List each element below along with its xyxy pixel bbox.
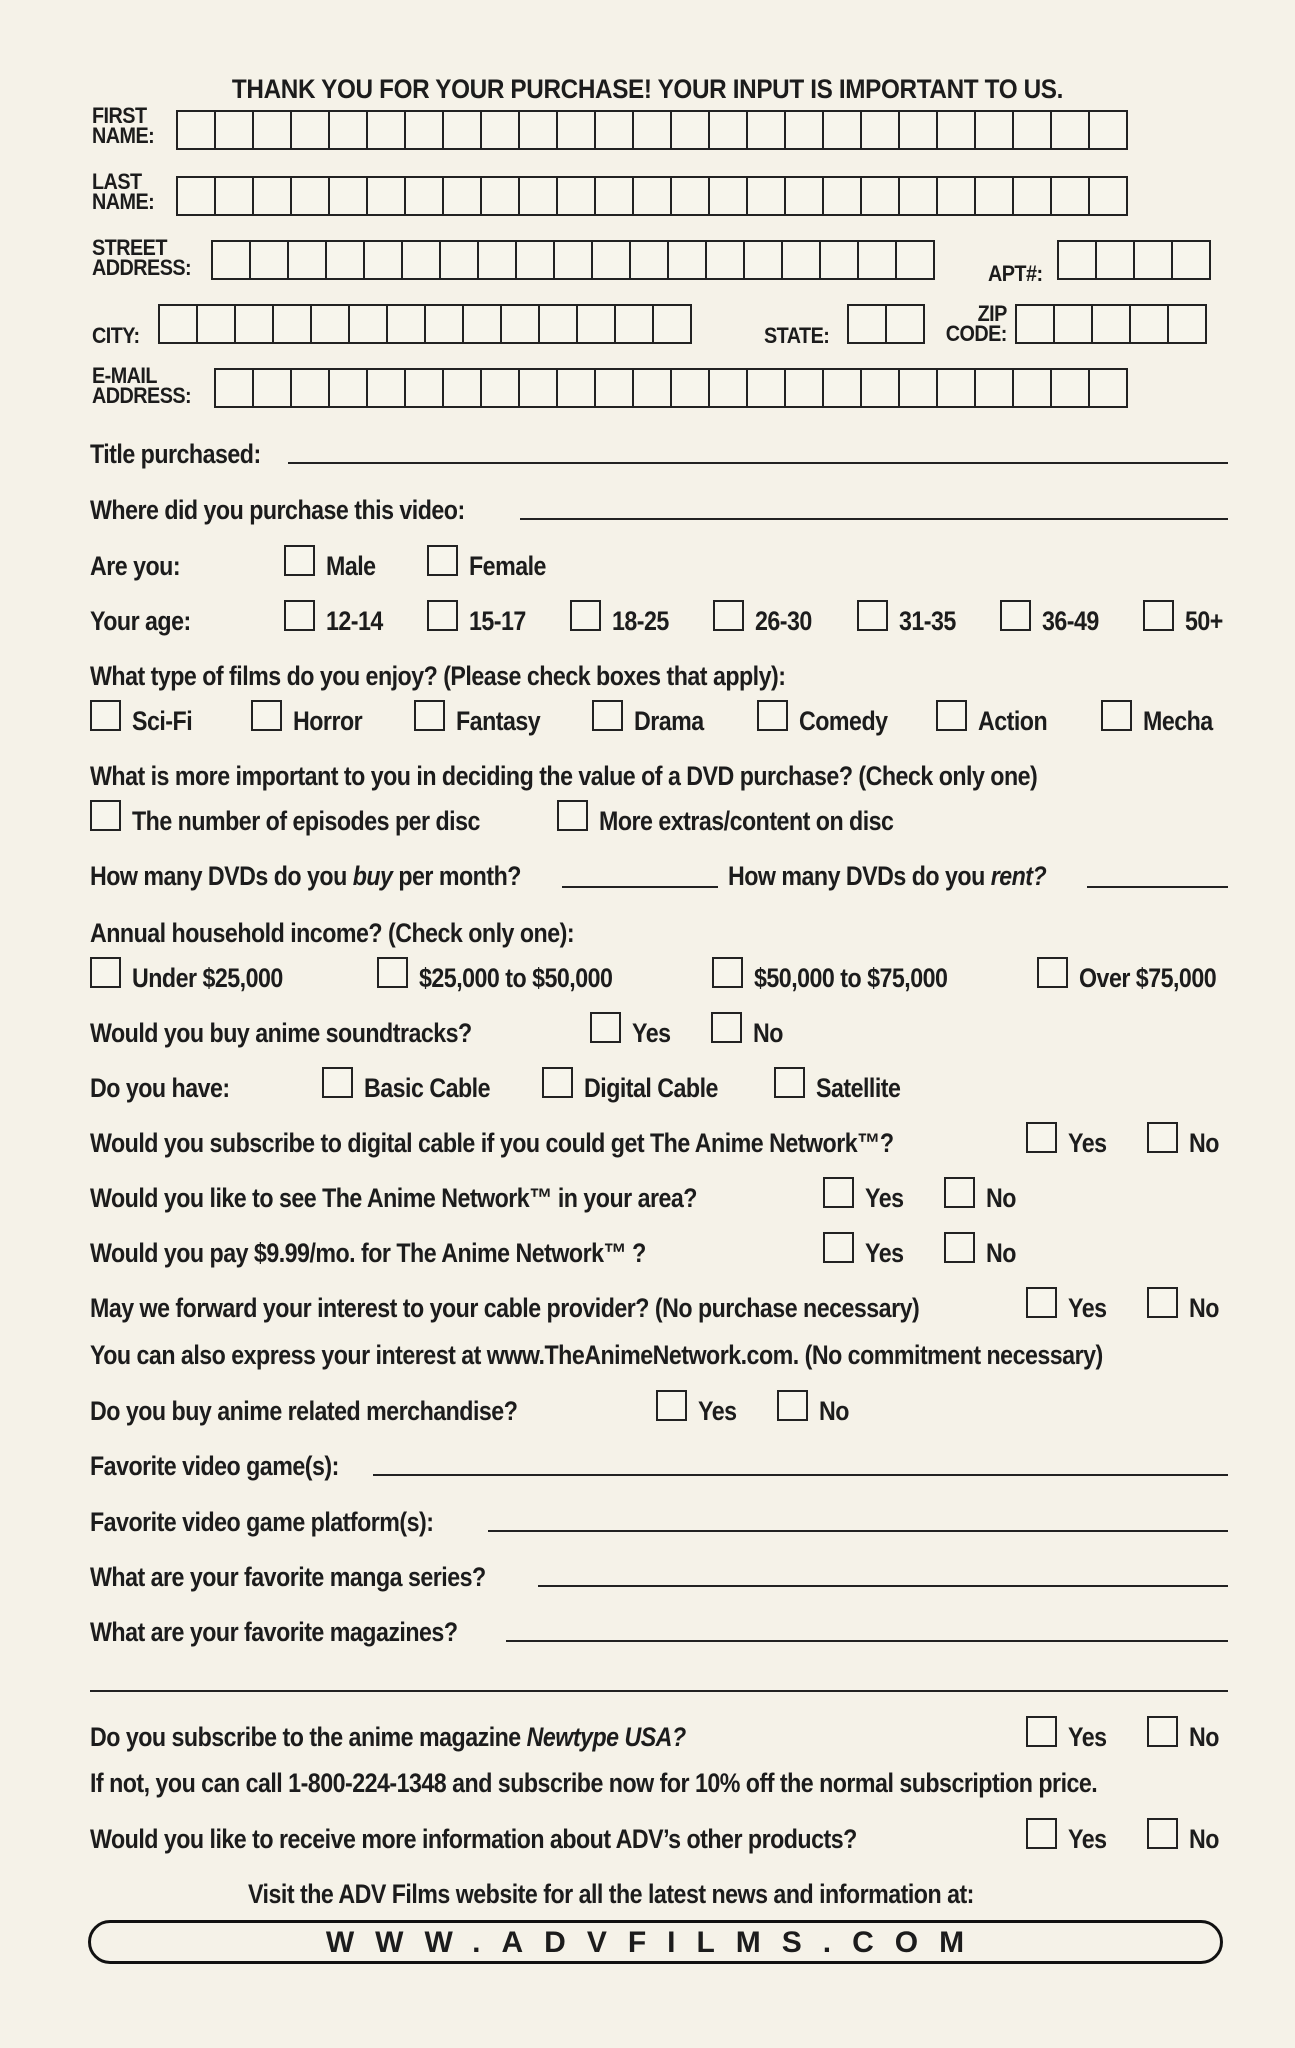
age-option-label: 36-49 bbox=[1042, 606, 1099, 636]
letter-box[interactable] bbox=[746, 110, 786, 150]
newtype-question bbox=[90, 1721, 686, 1753]
dvd-value-option-label: More extras/content on disc bbox=[599, 806, 894, 836]
income-under-25k-checkbox[interactable] bbox=[90, 957, 121, 988]
female-label: Female bbox=[469, 551, 546, 581]
letter-box[interactable] bbox=[708, 368, 748, 408]
letter-box[interactable] bbox=[667, 240, 707, 280]
newtype-no-checkbox[interactable] bbox=[1147, 1716, 1178, 1747]
street-address-label: STREET ADDRESS: bbox=[92, 235, 192, 280]
age-12-14-checkbox[interactable] bbox=[284, 600, 315, 631]
income-option-label: $25,000 to $50,000 bbox=[419, 963, 613, 993]
pay-network-question: Would you pay $9.99/mo. for The Anime Network™ ? bbox=[90, 1238, 646, 1268]
digital-cable-checkbox[interactable] bbox=[542, 1067, 573, 1098]
age-label: Your age: bbox=[90, 606, 191, 636]
letter-box[interactable] bbox=[211, 240, 251, 280]
fantasy-checkbox[interactable] bbox=[414, 700, 445, 731]
letter-box[interactable] bbox=[328, 368, 368, 408]
letter-box[interactable] bbox=[708, 110, 748, 150]
soundtracks-question: Would you buy anime soundtracks? bbox=[90, 1018, 472, 1048]
income-25-50k-checkbox[interactable] bbox=[377, 957, 408, 988]
letter-box[interactable] bbox=[518, 110, 558, 150]
no-label: No bbox=[1189, 1824, 1219, 1854]
drama-checkbox[interactable] bbox=[592, 700, 623, 731]
letter-box[interactable] bbox=[822, 110, 862, 150]
dvd-buy-prefix: How many DVDs do you bbox=[90, 861, 347, 891]
are-you-label: Are you: bbox=[90, 551, 181, 581]
letter-box[interactable] bbox=[895, 240, 935, 280]
action-checkbox[interactable] bbox=[936, 700, 967, 731]
no-label: No bbox=[1189, 1128, 1219, 1158]
film-option-label: Sci-Fi bbox=[132, 706, 193, 736]
letter-box[interactable] bbox=[158, 304, 198, 344]
letter-box[interactable] bbox=[480, 110, 520, 150]
letter-box[interactable] bbox=[404, 176, 444, 216]
letter-box[interactable] bbox=[594, 368, 634, 408]
letter-box[interactable] bbox=[705, 240, 745, 280]
letter-box[interactable] bbox=[442, 368, 482, 408]
dvd-value-question: What is more important to you in deciding the value of a DVD purchase? (Check only one) bbox=[90, 761, 1038, 791]
letter-box[interactable] bbox=[1088, 368, 1128, 408]
age-option-label: 31-35 bbox=[899, 606, 956, 636]
title-purchased-label: Title purchased: bbox=[90, 439, 261, 469]
letter-box[interactable] bbox=[652, 304, 692, 344]
newtype-offer-note: If not, you can call 1-800-224-1348 and subscribe now for 10% off the normal subscription price. bbox=[90, 1768, 1098, 1798]
satellite-checkbox[interactable] bbox=[774, 1067, 805, 1098]
letter-box[interactable] bbox=[328, 110, 368, 150]
episodes-checkbox[interactable] bbox=[90, 800, 121, 831]
no-label: No bbox=[986, 1238, 1016, 1268]
income-option-label: Over $75,000 bbox=[1079, 963, 1217, 993]
no-label: No bbox=[1189, 1293, 1219, 1323]
yes-label: Yes bbox=[1068, 1128, 1107, 1158]
letter-box[interactable] bbox=[974, 176, 1014, 216]
letter-box[interactable] bbox=[401, 240, 441, 280]
letter-box[interactable] bbox=[885, 304, 925, 344]
letter-box[interactable] bbox=[1095, 240, 1135, 280]
letter-box[interactable] bbox=[822, 368, 862, 408]
city-label: CITY: bbox=[92, 323, 140, 348]
letter-box[interactable] bbox=[214, 110, 254, 150]
no-label: No bbox=[1189, 1722, 1219, 1752]
letter-box[interactable] bbox=[252, 176, 292, 216]
fav-manga-line[interactable] bbox=[538, 1585, 1228, 1587]
letter-box[interactable] bbox=[784, 110, 824, 150]
see-network-no-checkbox[interactable] bbox=[944, 1177, 975, 1208]
cable-option-label: Basic Cable bbox=[364, 1073, 490, 1103]
letter-box[interactable] bbox=[556, 368, 596, 408]
letter-box[interactable] bbox=[518, 368, 558, 408]
apt-boxes[interactable] bbox=[1059, 240, 1211, 280]
age-option-label: 12-14 bbox=[326, 606, 383, 636]
letter-box[interactable] bbox=[234, 304, 274, 344]
income-option-label: Under $25,000 bbox=[132, 963, 283, 993]
letter-box[interactable] bbox=[1167, 304, 1207, 344]
letter-box[interactable] bbox=[936, 110, 976, 150]
letter-box[interactable] bbox=[1050, 176, 1090, 216]
letter-box[interactable] bbox=[781, 240, 821, 280]
pay-network-no-checkbox[interactable] bbox=[944, 1232, 975, 1263]
letter-box[interactable] bbox=[1129, 304, 1169, 344]
visit-website-note: Visit the ADV Films website for all the latest news and information at: bbox=[248, 1879, 974, 1909]
yes-label: Yes bbox=[698, 1396, 737, 1426]
age-option-label: 26-30 bbox=[755, 606, 812, 636]
income-over-75k-checkbox[interactable] bbox=[1037, 957, 1068, 988]
city-boxes[interactable] bbox=[160, 304, 692, 344]
letter-box[interactable] bbox=[594, 176, 634, 216]
letter-box[interactable] bbox=[784, 368, 824, 408]
yes-label: Yes bbox=[865, 1238, 904, 1268]
male-checkbox[interactable] bbox=[284, 545, 315, 576]
letter-box[interactable] bbox=[670, 176, 710, 216]
letter-box[interactable] bbox=[898, 368, 938, 408]
film-option-label: Mecha bbox=[1143, 706, 1213, 736]
letter-box[interactable] bbox=[556, 110, 596, 150]
merchandise-no-checkbox[interactable] bbox=[777, 1390, 808, 1421]
age-15-17-checkbox[interactable] bbox=[427, 600, 458, 631]
letter-box[interactable] bbox=[310, 304, 350, 344]
last-name-label: LAST NAME: bbox=[92, 169, 155, 214]
dvd-buy-question bbox=[90, 860, 521, 892]
dvd-value-option-label: The number of episodes per disc bbox=[132, 806, 480, 836]
yes-label: Yes bbox=[1068, 1293, 1107, 1323]
letter-box[interactable] bbox=[936, 368, 976, 408]
website-url[interactable]: WWW.ADVFILMS.COM bbox=[88, 1920, 1223, 1964]
comedy-checkbox[interactable] bbox=[757, 700, 788, 731]
extra-write-line[interactable] bbox=[90, 1690, 1228, 1692]
letter-box[interactable] bbox=[290, 110, 330, 150]
letter-box[interactable] bbox=[214, 368, 254, 408]
dvd-rent-prefix: How many DVDs do you bbox=[728, 861, 985, 891]
zip-boxes[interactable] bbox=[1017, 304, 1207, 344]
film-types-question: What type of films do you enjoy? (Please check boxes that apply): bbox=[90, 661, 786, 691]
state-boxes[interactable] bbox=[849, 304, 925, 344]
letter-box[interactable] bbox=[898, 110, 938, 150]
letter-box[interactable] bbox=[176, 110, 216, 150]
title-purchased-line[interactable] bbox=[288, 462, 1228, 464]
letter-box[interactable] bbox=[1133, 240, 1173, 280]
age-26-30-checkbox[interactable] bbox=[713, 600, 744, 631]
letter-box[interactable] bbox=[670, 110, 710, 150]
letter-box[interactable] bbox=[708, 176, 748, 216]
letter-box[interactable] bbox=[743, 240, 783, 280]
income-option-label: $50,000 to $75,000 bbox=[754, 963, 948, 993]
merchandise-yes-checkbox[interactable] bbox=[656, 1390, 687, 1421]
adv-info-question: Would you like to receive more information about ADV’s other products? bbox=[90, 1824, 857, 1854]
letter-box[interactable] bbox=[784, 176, 824, 216]
street-address-boxes[interactable] bbox=[213, 240, 935, 280]
forward-interest-no-checkbox[interactable] bbox=[1147, 1287, 1178, 1318]
form-header: THANK YOU FOR YOUR PURCHASE! YOUR INPUT IS IMPORTANT TO US. bbox=[231, 74, 1064, 104]
age-option-label: 15-17 bbox=[469, 606, 526, 636]
soundtracks-no-checkbox[interactable] bbox=[711, 1012, 742, 1043]
forward-interest-question: May we forward your interest to your cable provider? (No purchase necessary) bbox=[90, 1293, 920, 1323]
dvd-rent-line[interactable] bbox=[1087, 886, 1228, 888]
letter-box[interactable] bbox=[1050, 110, 1090, 150]
subscribe-digital-yes-checkbox[interactable] bbox=[1026, 1122, 1057, 1153]
adv-info-no-checkbox[interactable] bbox=[1147, 1818, 1178, 1849]
letter-box[interactable] bbox=[819, 240, 859, 280]
male-label: Male bbox=[326, 551, 376, 581]
letter-box[interactable] bbox=[404, 110, 444, 150]
express-interest-note: You can also express your interest at www.TheAnimeNetwork.com. (No commitment necessary) bbox=[90, 1340, 1103, 1370]
yes-label: Yes bbox=[1068, 1824, 1107, 1854]
letter-box[interactable] bbox=[847, 304, 887, 344]
dvd-buy-line[interactable] bbox=[562, 886, 718, 888]
yes-label: Yes bbox=[865, 1183, 904, 1213]
letter-box[interactable] bbox=[252, 110, 292, 150]
letter-box[interactable] bbox=[500, 304, 540, 344]
yes-label: Yes bbox=[1068, 1722, 1107, 1752]
zip-label: ZIP CODE: bbox=[945, 301, 1007, 346]
letter-box[interactable] bbox=[363, 240, 403, 280]
letter-box[interactable] bbox=[860, 368, 900, 408]
letter-box[interactable] bbox=[287, 240, 327, 280]
dvd-rent-question bbox=[728, 860, 1046, 892]
mecha-checkbox[interactable] bbox=[1101, 700, 1132, 731]
fav-game-label: Favorite video game(s): bbox=[90, 1451, 339, 1481]
letter-box[interactable] bbox=[632, 110, 672, 150]
pay-network-yes-checkbox[interactable] bbox=[823, 1232, 854, 1263]
letter-box[interactable] bbox=[857, 240, 897, 280]
subscribe-digital-question: Would you subscribe to digital cable if you could get The Anime Network™? bbox=[90, 1128, 894, 1158]
letter-box[interactable] bbox=[1012, 368, 1052, 408]
fav-platform-label: Favorite video game platform(s): bbox=[90, 1507, 434, 1537]
subscribe-digital-no-checkbox[interactable] bbox=[1147, 1122, 1178, 1153]
newtype-yes-checkbox[interactable] bbox=[1026, 1716, 1057, 1747]
letter-box[interactable] bbox=[442, 110, 482, 150]
email-label: E-MAIL ADDRESS: bbox=[92, 363, 192, 408]
age-36-49-checkbox[interactable] bbox=[1000, 600, 1031, 631]
letter-box[interactable] bbox=[556, 176, 596, 216]
letter-box[interactable] bbox=[576, 304, 616, 344]
letter-box[interactable] bbox=[272, 304, 312, 344]
letter-box[interactable] bbox=[822, 176, 862, 216]
horror-checkbox[interactable] bbox=[251, 700, 282, 731]
newtype-prefix: Do you subscribe to the anime magazine bbox=[90, 1722, 521, 1752]
yes-label: Yes bbox=[632, 1018, 671, 1048]
letter-box[interactable] bbox=[1053, 304, 1093, 344]
merchandise-question: Do you buy anime related merchandise? bbox=[90, 1396, 518, 1426]
letter-box[interactable] bbox=[439, 240, 479, 280]
see-network-yes-checkbox[interactable] bbox=[823, 1177, 854, 1208]
letter-box[interactable] bbox=[974, 368, 1014, 408]
letter-box[interactable] bbox=[1171, 240, 1211, 280]
last-name-boxes[interactable] bbox=[178, 176, 1128, 216]
letter-box[interactable] bbox=[860, 176, 900, 216]
letter-box[interactable] bbox=[1091, 304, 1131, 344]
film-option-label: Action bbox=[978, 706, 1048, 736]
letter-box[interactable] bbox=[214, 176, 254, 216]
film-option-label: Horror bbox=[293, 706, 363, 736]
letter-box[interactable] bbox=[480, 176, 520, 216]
email-boxes[interactable] bbox=[216, 368, 1128, 408]
cable-option-label: Digital Cable bbox=[584, 1073, 718, 1103]
see-network-question: Would you like to see The Anime Network™ in your area? bbox=[90, 1183, 697, 1213]
letter-box[interactable] bbox=[974, 110, 1014, 150]
letter-box[interactable] bbox=[348, 304, 388, 344]
do-you-have-question: Do you have: bbox=[90, 1073, 230, 1103]
letter-box[interactable] bbox=[670, 368, 710, 408]
newtype-emphasis: Newtype USA? bbox=[526, 1722, 686, 1752]
soundtracks-yes-checkbox[interactable] bbox=[590, 1012, 621, 1043]
letter-box[interactable] bbox=[515, 240, 555, 280]
female-checkbox[interactable] bbox=[427, 545, 458, 576]
letter-box[interactable] bbox=[249, 240, 289, 280]
age-18-25-checkbox[interactable] bbox=[570, 600, 601, 631]
fav-platform-line[interactable] bbox=[488, 1530, 1228, 1532]
fav-manga-label: What are your favorite manga series? bbox=[90, 1562, 486, 1592]
letter-box[interactable] bbox=[594, 110, 634, 150]
fav-game-line[interactable] bbox=[373, 1474, 1228, 1476]
forward-interest-yes-checkbox[interactable] bbox=[1026, 1287, 1057, 1318]
where-purchase-label: Where did you purchase this video: bbox=[90, 495, 465, 525]
letter-box[interactable] bbox=[477, 240, 517, 280]
letter-box[interactable] bbox=[936, 176, 976, 216]
letter-box[interactable] bbox=[366, 110, 406, 150]
letter-box[interactable] bbox=[404, 368, 444, 408]
extras-checkbox[interactable] bbox=[557, 800, 588, 831]
where-purchase-line[interactable] bbox=[520, 518, 1228, 520]
letter-box[interactable] bbox=[1088, 176, 1128, 216]
letter-box[interactable] bbox=[176, 176, 216, 216]
state-label: STATE: bbox=[764, 323, 830, 348]
letter-box[interactable] bbox=[366, 176, 406, 216]
letter-box[interactable] bbox=[1012, 176, 1052, 216]
age-31-35-checkbox[interactable] bbox=[857, 600, 888, 631]
letter-box[interactable] bbox=[518, 176, 558, 216]
fav-magazines-label: What are your favorite magazines? bbox=[90, 1617, 458, 1647]
film-option-label: Fantasy bbox=[456, 706, 541, 736]
first-name-label: FIRST NAME: bbox=[92, 103, 155, 148]
age-50plus-checkbox[interactable] bbox=[1143, 600, 1174, 631]
letter-box[interactable] bbox=[252, 368, 292, 408]
adv-info-yes-checkbox[interactable] bbox=[1026, 1818, 1057, 1849]
letter-box[interactable] bbox=[1012, 110, 1052, 150]
age-option-label: 18-25 bbox=[612, 606, 669, 636]
scifi-checkbox[interactable] bbox=[90, 700, 121, 731]
fav-magazines-line[interactable] bbox=[506, 1640, 1228, 1642]
letter-box[interactable] bbox=[746, 176, 786, 216]
letter-box[interactable] bbox=[553, 240, 593, 280]
letter-box[interactable] bbox=[462, 304, 502, 344]
film-option-label: Drama bbox=[634, 706, 704, 736]
letter-box[interactable] bbox=[328, 176, 368, 216]
no-label: No bbox=[819, 1396, 849, 1426]
dvd-buy-emphasis: buy bbox=[352, 861, 393, 891]
income-50-75k-checkbox[interactable] bbox=[712, 957, 743, 988]
letter-box[interactable] bbox=[196, 304, 236, 344]
letter-box[interactable] bbox=[860, 110, 900, 150]
letter-box[interactable] bbox=[1050, 368, 1090, 408]
letter-box[interactable] bbox=[632, 176, 672, 216]
no-label: No bbox=[986, 1183, 1016, 1213]
letter-box[interactable] bbox=[629, 240, 669, 280]
basic-cable-checkbox[interactable] bbox=[322, 1067, 353, 1098]
letter-box[interactable] bbox=[746, 368, 786, 408]
first-name-boxes[interactable] bbox=[178, 110, 1128, 150]
letter-box[interactable] bbox=[325, 240, 365, 280]
apt-label: APT#: bbox=[988, 261, 1043, 286]
dvd-buy-suffix: per month? bbox=[398, 861, 521, 891]
letter-box[interactable] bbox=[632, 368, 672, 408]
letter-box[interactable] bbox=[898, 176, 938, 216]
letter-box[interactable] bbox=[442, 176, 482, 216]
income-question: Annual household income? (Check only one): bbox=[90, 918, 575, 948]
letter-box[interactable] bbox=[480, 368, 520, 408]
letter-box[interactable] bbox=[1088, 110, 1128, 150]
letter-box[interactable] bbox=[290, 368, 330, 408]
letter-box[interactable] bbox=[614, 304, 654, 344]
letter-box[interactable] bbox=[366, 368, 406, 408]
letter-box[interactable] bbox=[591, 240, 631, 280]
no-label: No bbox=[753, 1018, 783, 1048]
letter-box[interactable] bbox=[290, 176, 330, 216]
letter-box[interactable] bbox=[1015, 304, 1055, 344]
letter-box[interactable] bbox=[1057, 240, 1097, 280]
film-option-label: Comedy bbox=[799, 706, 888, 736]
letter-box[interactable] bbox=[538, 304, 578, 344]
letter-box[interactable] bbox=[424, 304, 464, 344]
cable-option-label: Satellite bbox=[816, 1073, 901, 1103]
age-option-label: 50+ bbox=[1185, 606, 1223, 636]
letter-box[interactable] bbox=[386, 304, 426, 344]
dvd-rent-emphasis: rent? bbox=[990, 861, 1047, 891]
